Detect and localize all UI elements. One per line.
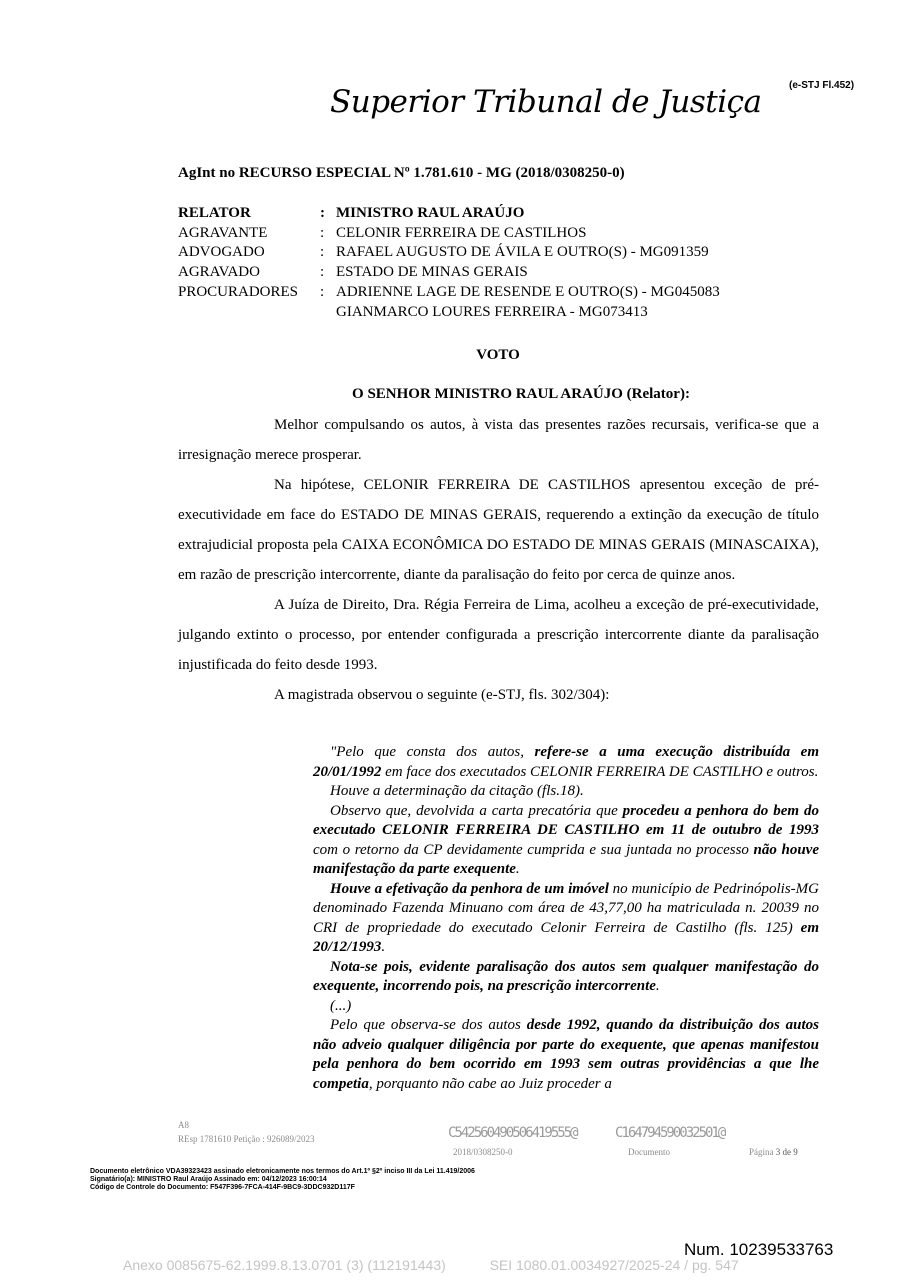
party-role: RELATOR: [178, 205, 251, 221]
barcode-document: C164794590032501@: [615, 1125, 725, 1141]
annex-sei-page: SEI 1080.01.0034927/2025-24 / pg. 547: [489, 1257, 739, 1273]
party-name: RAFAEL AUGUSTO DE ÁVILA E OUTRO(S) - MG091359: [336, 244, 709, 261]
footer-code: A8: [178, 1120, 189, 1130]
electronic-signature-note: [90, 1168, 475, 1192]
case-title: AgInt no RECURSO ESPECIAL Nº 1.781.610 - MG (2018/0308250-0): [178, 165, 625, 181]
voto-heading: VOTO: [476, 347, 520, 363]
party-colon: :: [320, 283, 325, 300]
efl-page-stamp: (e-STJ Fl.452): [789, 80, 855, 91]
body-paragraph: A magistrada observou o seguinte (e-STJ, fls. 302/304):: [274, 687, 610, 703]
party-row: [178, 263, 720, 283]
party-row: [178, 224, 720, 244]
party-name: CELONIR FERREIRA DE CASTILHOS: [336, 224, 587, 241]
quote-text: Houve a determinação da citação (fls.18).: [330, 783, 584, 799]
quote-emphasis: não houve manifestação da parte exequente: [313, 841, 819, 877]
party-colon: :: [320, 264, 325, 281]
party-name: MINISTRO RAUL ARAÚJO: [336, 205, 525, 221]
page-of: de: [782, 1147, 791, 1157]
party-name: ADRIENNE LAGE DE RESENDE E OUTRO(S) - MG045083: [336, 283, 720, 300]
party-colon: :: [320, 244, 325, 261]
quote-text: "Pelo que consta dos autos,: [330, 744, 535, 760]
quote-paragraph: [313, 958, 819, 997]
quote-text: com o retorno da CP devidamente cumprida e sua juntada no processo: [313, 841, 754, 858]
footer-resp-reference: REsp 1781610 Petição : 926089/2023: [178, 1134, 315, 1144]
party-role: AGRAVANTE: [178, 224, 268, 241]
party-colon: [320, 303, 336, 323]
quote-paragraph: [313, 1016, 819, 1094]
quote-paragraph: [313, 997, 819, 1017]
page-current: 3: [775, 1147, 781, 1157]
page-label: Página: [749, 1147, 774, 1157]
quote-emphasis: em 20/12/1993: [313, 919, 819, 955]
quote-text: em face dos executados CELONIR FERREIRA DE CASTILHO e outros.: [381, 763, 819, 780]
barcode-process-caption: 2018/0308250-0: [453, 1147, 513, 1157]
court-name-header: Superior Tribunal de Justiça: [330, 84, 762, 120]
signature-line: Código de Controle do Documento: F547F396-7FCA-414F-9BC9-3DDC932D117F: [90, 1184, 355, 1191]
quote-text: Observo que, devolvida a carta precatória que: [330, 802, 623, 819]
annex-reference: [123, 1257, 739, 1273]
vote-body: [178, 410, 819, 710]
signature-line: Documento eletrônico VDA39323423 assinado eletronicamente nos termos do Art.1º §2º inciso III da Lei 11.419/2006: [90, 1168, 475, 1175]
party-row: [178, 204, 720, 224]
quote-text: .: [381, 939, 386, 955]
quote-emphasis: procedeu a penhora do bem do executado CELONIR FERREIRA DE CASTILHO em 11 de outubro de 1993: [313, 802, 819, 838]
quote-paragraph: [313, 743, 819, 782]
party-row: [178, 303, 720, 323]
party-name: ESTADO DE MINAS GERAIS: [336, 264, 528, 281]
quote-paragraph: [313, 782, 819, 802]
party-colon: :: [320, 224, 325, 241]
page-total: 9: [793, 1147, 798, 1157]
barcode-document-caption: Documento: [628, 1147, 670, 1157]
quote-text: no município de Pedrinópolis-MG denominado Fazenda Minuano com área de 43,77,00 ha matriculada n. 20039 no CRI de propriedade do executado Celonir Ferreira de Castilho (fls. 125): [313, 880, 819, 936]
quoted-decision: [313, 743, 819, 1094]
body-paragraph: Melhor compulsando os autos, à vista das presentes razões recursais, verifica-se que a irresignação merece prosperar.: [178, 417, 819, 463]
quote-text: .: [515, 861, 520, 877]
page-indicator: [749, 1147, 798, 1157]
party-row: [178, 283, 720, 303]
quote-text: (...): [330, 997, 352, 1014]
annex-process: Anexo 0085675-62.1999.8.13.0701 (3) (112191443): [123, 1257, 446, 1273]
quote-paragraph: [313, 880, 819, 958]
quote-emphasis: refere-se a uma execução distribuída em 20/01/1992: [313, 744, 819, 780]
quote-text: , porquanto não cabe ao Juiz proceder a: [368, 1075, 612, 1092]
party-role: [178, 303, 320, 323]
party-name: GIANMARCO LOURES FERREIRA - MG073413: [336, 303, 648, 320]
body-paragraph: Na hipótese, CELONIR FERREIRA DE CASTILHOS apresentou exceção de pré-executividade em face do ESTADO DE MINAS GERAIS, requerendo a extinção da execução de título extrajudicial proposta pela CAIXA ECONÔMICA DO ESTADO DE MINAS GERAIS (MINASCAIXA), em razão de prescrição intercorrente, diante da paralisação do feito por cerca de quinze anos.: [178, 477, 819, 583]
quote-emphasis: desde 1992, quando da distribuição dos autos não adveio qualquer diligência por parte do exequente, que apenas manifestou pela penhora do bem ocorrido em 1993 sem outras providências a que lhe competia: [313, 1017, 819, 1092]
barcode-process: C542560490506419555@: [448, 1125, 577, 1141]
party-role: AGRAVADO: [178, 264, 260, 281]
parties-table: [178, 204, 720, 322]
party-role: PROCURADORES: [178, 283, 299, 300]
quote-emphasis: Nota-se pois, evidente paralisação dos autos sem qualquer manifestação do exequente, incorrendo pois, na prescrição intercorrente: [313, 958, 819, 994]
quote-emphasis: Houve a efetivação da penhora de um imóvel: [330, 880, 609, 897]
body-paragraph: A Juíza de Direito, Dra. Régia Ferreira de Lima, acolheu a exceção de pré-executividade, julgando extinto o processo, por entender configurada a prescrição intercorrente diante da paralisação injustificada do feito desde 1993.: [178, 597, 819, 673]
party-colon: :: [320, 205, 325, 221]
quote-paragraph: [313, 802, 819, 880]
party-row: [178, 243, 720, 263]
speaker-heading: O SENHOR MINISTRO RAUL ARAÚJO (Relator):: [352, 386, 690, 402]
quote-text: Pelo que observa-se dos autos: [330, 1017, 527, 1033]
signature-line: Signatário(a): MINISTRO Raul Araújo Assinado em: 04/12/2023 16:00:14: [90, 1176, 327, 1183]
party-role: ADVOGADO: [178, 244, 265, 261]
document-number-stamp: Num. 10239533763: [684, 1240, 834, 1259]
quote-text: .: [655, 978, 660, 994]
